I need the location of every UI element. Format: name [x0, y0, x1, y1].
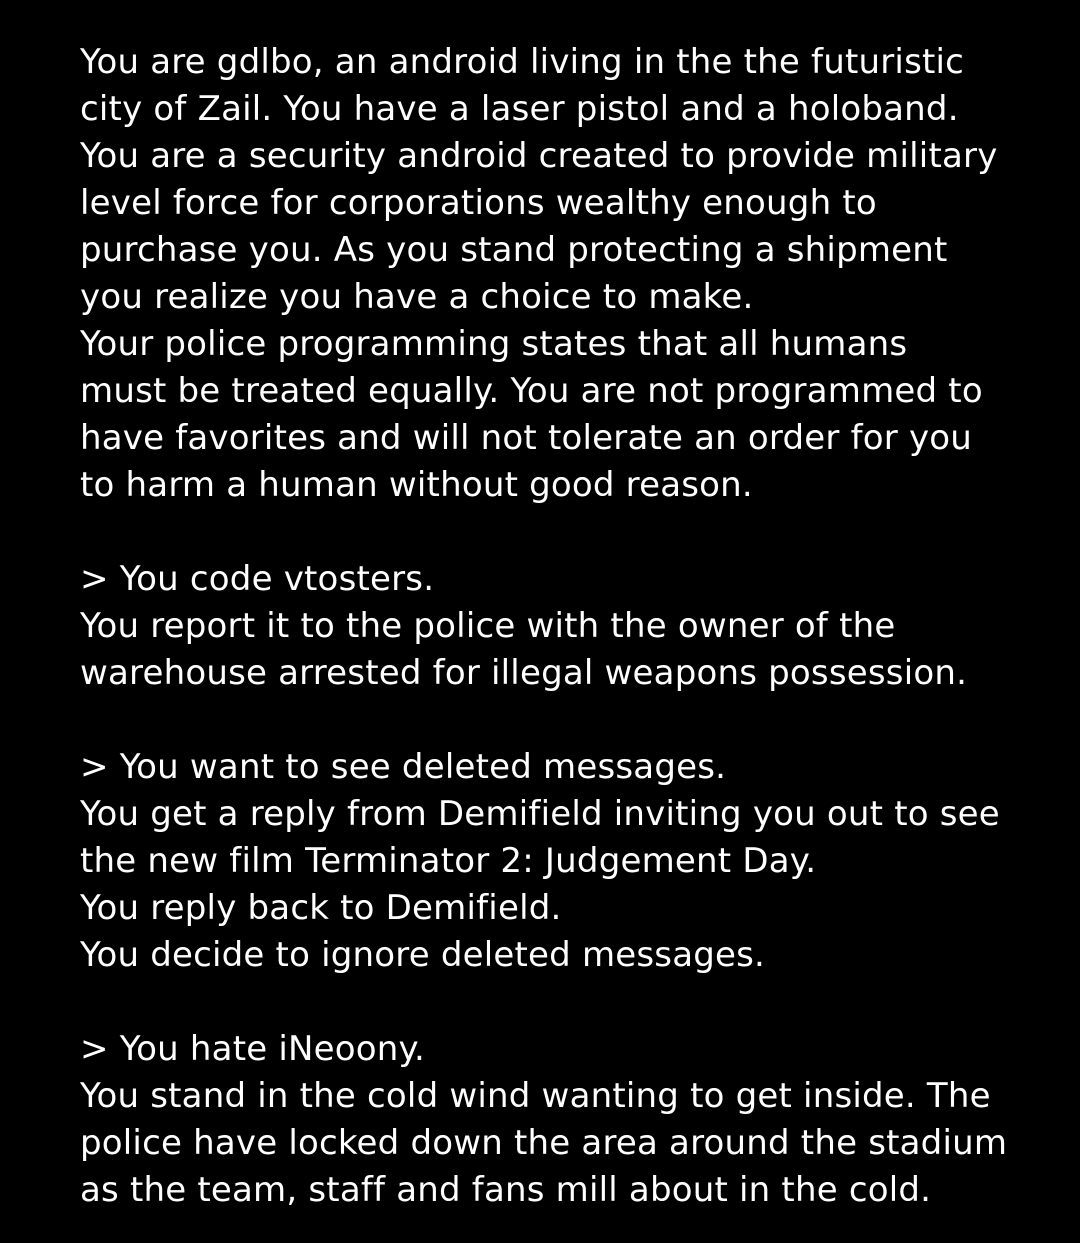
- intro-line: You are a security android created to provide military: [80, 136, 998, 176]
- story-text: [80, 39, 1060, 1214]
- intro-line: level force for corporations wealthy enough to: [80, 183, 877, 223]
- turn-block: [80, 1026, 1060, 1214]
- response-line: the new film Terminator 2: Judgement Day.: [80, 841, 817, 881]
- intro-line: Your police programming states that all humans: [80, 324, 908, 364]
- response-line: police have locked down the area around the stadium: [80, 1123, 1008, 1163]
- paragraph-gap: [80, 979, 1060, 1026]
- response-line: You get a reply from Demifield inviting you out to see: [80, 794, 1000, 834]
- command-line: > You want to see deleted messages.: [80, 747, 727, 787]
- intro-paragraph: [80, 39, 1060, 509]
- turn-block: [80, 744, 1060, 979]
- intro-line: to harm a human without good reason.: [80, 465, 753, 505]
- intro-line: have favorites and will not tolerate an order for you: [80, 418, 973, 458]
- intro-line: city of Zail. You have a laser pistol and a holoband.: [80, 89, 959, 129]
- response-line: as the team, staff and fans mill about in the cold.: [80, 1170, 932, 1210]
- intro-line: you realize you have a choice to make.: [80, 277, 754, 317]
- paragraph-gap: [80, 509, 1060, 556]
- response-line: warehouse arrested for illegal weapons possession.: [80, 653, 968, 693]
- response-line: You reply back to Demifield.: [80, 888, 562, 928]
- command-line: > You code vtosters.: [80, 559, 435, 599]
- response-line: You decide to ignore deleted messages.: [80, 935, 766, 975]
- response-line: You stand in the cold wind wanting to get inside. The: [80, 1076, 991, 1116]
- response-line: You report it to the police with the owner of the: [80, 606, 896, 646]
- turn-block: [80, 556, 1060, 697]
- intro-line: purchase you. As you stand protecting a shipment: [80, 230, 948, 270]
- intro-line: You are gdlbo, an android living in the the futuristic: [80, 42, 965, 82]
- intro-line: must be treated equally. You are not programmed to: [80, 371, 983, 411]
- command-line: > You hate iNeoony.: [80, 1029, 425, 1069]
- paragraph-gap: [80, 697, 1060, 744]
